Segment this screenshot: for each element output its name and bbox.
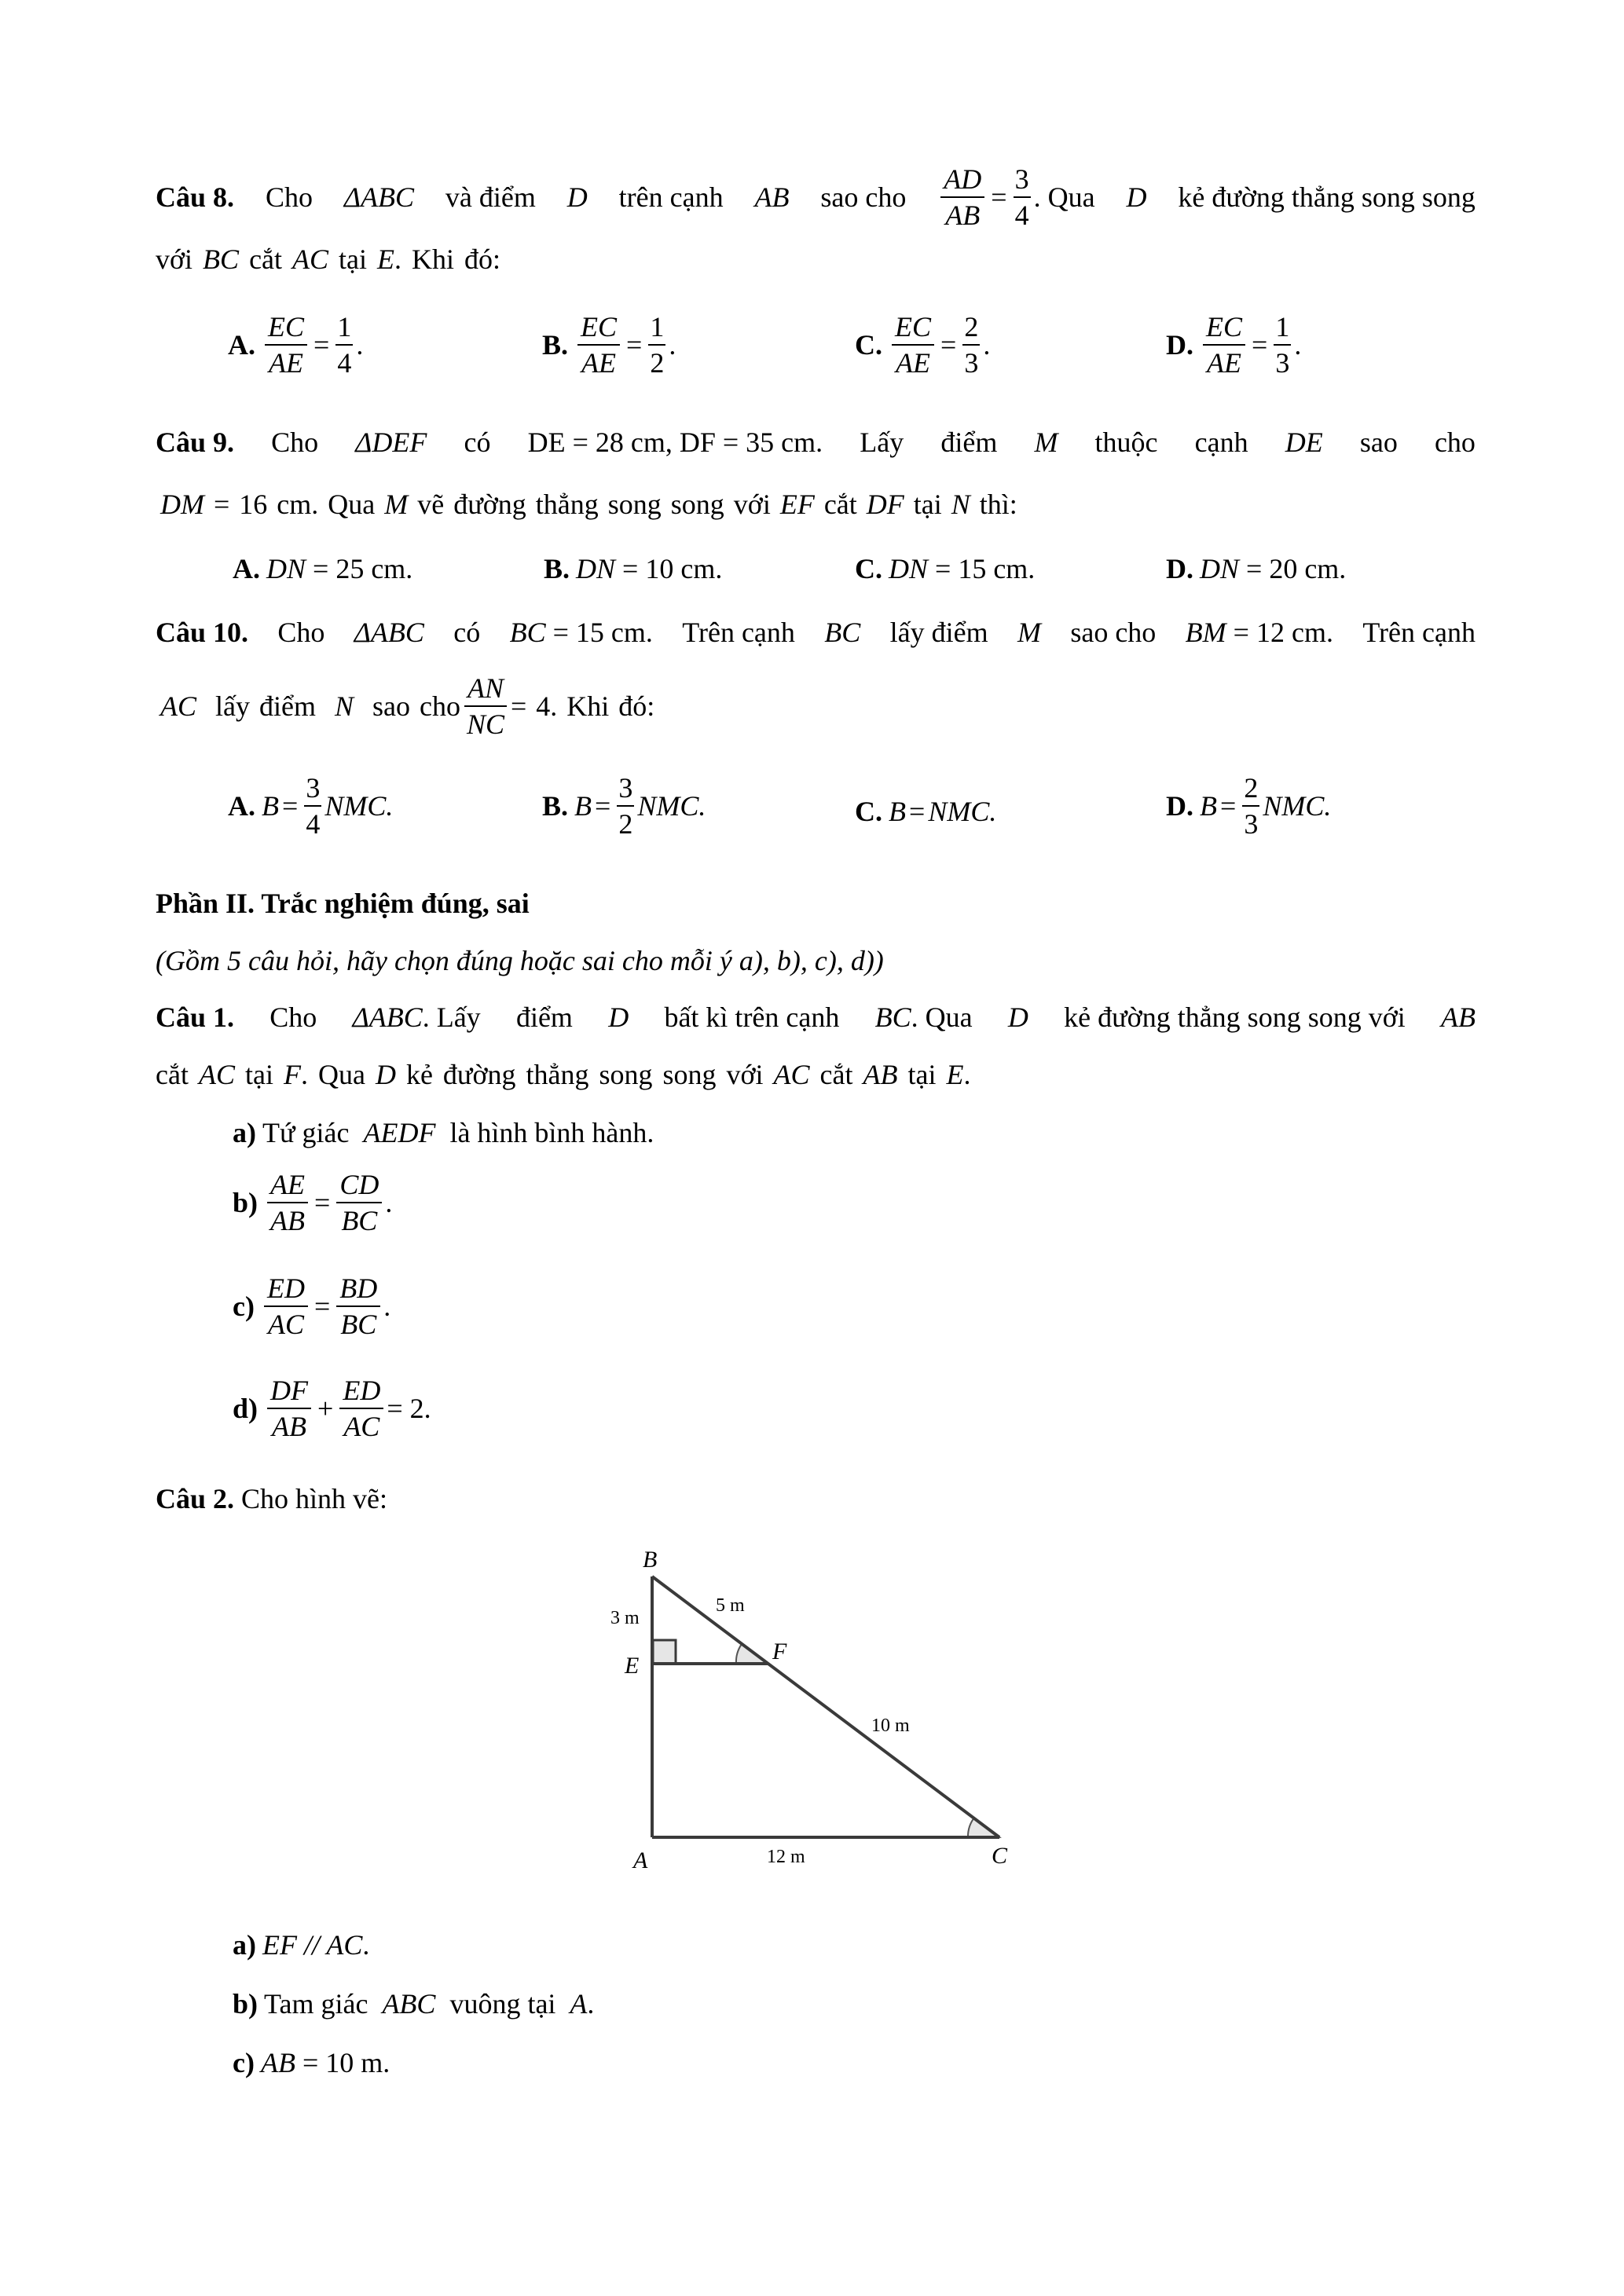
denominator: 3 <box>1244 808 1259 840</box>
length-label-bf: 5 m <box>716 1595 745 1616</box>
math-var: D <box>375 1059 396 1090</box>
math-var: AC <box>773 1059 810 1090</box>
numerator: AN <box>464 674 507 707</box>
math-var: B <box>1200 790 1217 822</box>
math-var: DM <box>160 489 204 520</box>
text: . <box>383 1291 391 1322</box>
text: bất kì trên cạnh <box>664 1002 840 1033</box>
text: = 12 cm. <box>1233 617 1333 648</box>
equals: = <box>909 796 926 827</box>
numerator: BD <box>336 1274 380 1307</box>
right-angle-marker <box>653 1640 676 1664</box>
p2q2-item-a[interactable] <box>233 1928 369 1961</box>
math-expression: EF // AC <box>262 1929 363 1961</box>
math-var: D <box>608 1002 629 1033</box>
numerator: 2 <box>962 313 980 346</box>
math-var: A <box>570 1988 588 2020</box>
text: cắt <box>249 244 283 275</box>
math-triangle: ΔABC <box>354 617 424 648</box>
text: tại <box>339 244 368 275</box>
math-expression: DE = 28 cm, DF = 35 cm. <box>527 427 823 458</box>
equals: = <box>313 329 330 361</box>
math-var: ABC <box>382 1988 436 2020</box>
text: . Qua <box>1033 181 1095 213</box>
point-label-c: C <box>992 1843 1008 1869</box>
numerator: EC <box>577 313 620 346</box>
text: tại <box>244 1059 273 1090</box>
math-triangle: ΔABC <box>343 181 414 213</box>
period: . <box>356 329 364 361</box>
math-var: BC <box>874 1002 911 1033</box>
numerator: ED <box>339 1376 383 1409</box>
text: Cho <box>271 427 319 458</box>
operator: = <box>313 1291 331 1322</box>
equals: = <box>940 329 957 361</box>
point-label-b: B <box>643 1547 658 1573</box>
text: có <box>453 617 481 648</box>
math-var: B <box>889 796 906 827</box>
numerator: 3 <box>304 774 321 807</box>
denominator: AB <box>945 200 981 231</box>
text: thì: <box>979 489 1017 520</box>
denominator: BC <box>341 1205 378 1236</box>
equals: = <box>282 790 299 822</box>
math-var: DF <box>866 489 904 520</box>
denominator: 4 <box>1014 200 1029 231</box>
numerator: EC <box>892 313 934 346</box>
item-label: a) <box>233 1929 256 1961</box>
text: có <box>464 427 491 458</box>
numerator: 1 <box>335 313 353 346</box>
text: và điểm <box>445 181 536 213</box>
denominator: AE <box>896 347 930 379</box>
text: kẻ đường thẳng song song <box>1178 181 1476 213</box>
text: cắt <box>156 1059 189 1090</box>
text: cắt <box>819 1059 853 1090</box>
math-var: AB <box>754 181 790 213</box>
numerator: 3 <box>1014 165 1031 198</box>
math-var: AB <box>863 1059 898 1090</box>
text: = 4. Khi đó: <box>511 690 655 722</box>
text: = 15 cm. <box>552 617 653 648</box>
numerator: EC <box>1203 313 1245 346</box>
math-var: DN <box>266 553 306 584</box>
denominator: NC <box>466 709 504 740</box>
numerator: 1 <box>1274 313 1291 346</box>
p2q1-label: Câu 1. <box>156 1002 235 1033</box>
item-label: b) <box>233 1187 258 1218</box>
text: cạnh <box>1194 427 1248 458</box>
math-var: AB <box>260 2047 295 2078</box>
math-var: AEDF <box>363 1117 436 1148</box>
math-var: M <box>1017 617 1041 648</box>
numerator: 1 <box>648 313 665 346</box>
equals: = <box>595 790 611 822</box>
text: . <box>587 1988 595 2020</box>
option-label: A. <box>233 553 260 584</box>
text: . <box>385 1187 393 1218</box>
q9-label: Câu 9. <box>156 427 235 458</box>
text: Cho <box>265 181 313 213</box>
math-var: F <box>283 1059 301 1090</box>
point-label-f: F <box>772 1639 787 1664</box>
text: tại <box>913 489 942 520</box>
numerator: EC <box>265 313 307 346</box>
option-value: = 20 cm. <box>1246 553 1347 584</box>
denominator: AB <box>272 1411 306 1442</box>
math-var: EF <box>779 489 815 520</box>
numerator: CD <box>336 1170 382 1203</box>
q10-label: Câu 10. <box>156 617 249 648</box>
denominator: 4 <box>306 808 321 840</box>
math-var: DE <box>1285 427 1323 458</box>
part2-instruction: (Gồm 5 câu hỏi, hãy chọn đúng hoặc sai cho mỗi ý a), b), c), d)) <box>156 945 884 976</box>
math-var: DN <box>576 553 616 584</box>
math-triangle: ΔABC <box>352 1002 423 1033</box>
text: vuông tại <box>449 1988 556 2020</box>
denominator: AE <box>269 347 303 379</box>
math-var: E <box>377 244 395 275</box>
text: tại <box>907 1059 937 1090</box>
equals: = <box>626 329 643 361</box>
denominator: BC <box>340 1309 377 1340</box>
math-var: N <box>951 489 970 520</box>
math-var: AC <box>160 690 197 722</box>
numerator: 3 <box>617 774 634 807</box>
denominator: AB <box>270 1205 305 1236</box>
text: = 10 m. <box>302 2047 390 2078</box>
numerator: AD <box>940 165 984 198</box>
math-triangle: ΔDEF <box>355 427 427 458</box>
text: với <box>156 244 193 275</box>
option-label: D. <box>1166 553 1193 584</box>
math-var: D <box>1126 181 1147 213</box>
p2q2-item-b[interactable] <box>233 1987 594 2020</box>
denominator: AE <box>581 347 617 379</box>
point-label-a: A <box>633 1847 648 1873</box>
text: kẻ đường thẳng song song với <box>405 1059 764 1090</box>
math-var: D <box>1007 1002 1028 1033</box>
text: . <box>963 1059 971 1090</box>
option-label: B. <box>542 790 569 822</box>
text: cho <box>1434 427 1476 458</box>
item-label: a) <box>233 1117 256 1148</box>
equals: = <box>1252 329 1268 361</box>
math-var: BC <box>509 617 546 648</box>
option-value: = 15 cm. <box>935 553 1036 584</box>
text: Cho <box>277 617 325 648</box>
item-label: d) <box>233 1393 258 1424</box>
p2q2-item-c[interactable] <box>233 2046 390 2079</box>
math-var: M <box>384 489 409 520</box>
text: vẽ đường thẳng song song với <box>417 489 771 520</box>
text: điểm <box>940 427 998 458</box>
math-var: B <box>574 790 592 822</box>
math-var: N <box>334 690 354 722</box>
math-var: NMC. <box>637 790 706 822</box>
option-label: A. <box>228 329 255 361</box>
numerator: DF <box>267 1376 311 1409</box>
denominator: 3 <box>964 347 979 379</box>
denominator: 2 <box>618 808 633 840</box>
text: Lấy <box>860 427 904 458</box>
numerator: AE <box>267 1170 308 1203</box>
side-bc <box>652 1576 999 1837</box>
text: Tam giác <box>264 1988 368 2020</box>
option-label: B. <box>542 329 569 361</box>
option-label: C. <box>855 796 882 827</box>
text: Trên cạnh <box>1362 617 1476 648</box>
text: sao cho <box>372 690 460 722</box>
text: = 16 cm. Qua <box>214 489 376 520</box>
item-label: b) <box>233 1988 258 2020</box>
math-var: E <box>946 1059 964 1090</box>
q8-label: Câu 8. <box>156 181 235 213</box>
option-label: C. <box>855 553 882 584</box>
text: lấy điểm <box>215 690 316 722</box>
denominator: 2 <box>650 347 665 379</box>
length-label-fc: 10 m <box>871 1716 910 1736</box>
option-label: D. <box>1166 329 1193 361</box>
item-label: c) <box>233 2047 255 2078</box>
option-label: C. <box>855 329 882 361</box>
text: Cho hình vẽ: <box>241 1483 388 1514</box>
period: . <box>1294 329 1302 361</box>
option-label: A. <box>228 790 255 822</box>
numerator: ED <box>264 1274 308 1307</box>
math-var: M <box>1034 427 1058 458</box>
p2q2-label: Câu 2. <box>156 1483 235 1514</box>
math-var: DN <box>889 553 929 584</box>
denominator: AE <box>1207 347 1241 379</box>
math-var: BC <box>824 617 861 648</box>
length-label-be: 3 m <box>610 1608 640 1628</box>
numerator: 2 <box>1242 774 1259 807</box>
text: là hình bình hành. <box>449 1117 654 1148</box>
math-var: B <box>262 790 279 822</box>
math-var: NMC. <box>324 790 394 822</box>
text: . Qua <box>911 1002 973 1033</box>
period: . <box>983 329 991 361</box>
period: . <box>669 329 676 361</box>
option-value: = 25 cm. <box>313 553 413 584</box>
operator: + <box>317 1393 334 1424</box>
text: lấy điểm <box>889 617 988 648</box>
text: điểm <box>515 1002 573 1033</box>
text: . Lấy <box>422 1002 481 1033</box>
item-label: c) <box>233 1291 255 1322</box>
text: . <box>362 1929 370 1961</box>
denominator: AC <box>267 1309 304 1340</box>
text: cắt <box>823 489 857 520</box>
part2-title: Phần II. Trắc nghiệm đúng, sai <box>156 888 530 919</box>
math-var: AB <box>1441 1002 1476 1033</box>
text: sao cho <box>820 181 907 213</box>
text: Tứ giác <box>262 1117 350 1148</box>
math-var: AC <box>292 244 329 275</box>
text: . Qua <box>300 1059 365 1090</box>
math-var: NMC. <box>928 796 997 827</box>
length-label-ac: 12 m <box>767 1847 805 1867</box>
point-label-e: E <box>625 1653 640 1679</box>
text: kẻ đường thẳng song song với <box>1064 1002 1406 1033</box>
text: trên cạnh <box>618 181 724 213</box>
denominator: AC <box>343 1411 380 1442</box>
denominator: 4 <box>337 347 352 379</box>
math-var: BM <box>1185 617 1226 648</box>
text: Cho <box>269 1002 317 1033</box>
math-var: DN <box>1200 553 1240 584</box>
option-value: = 10 cm. <box>622 553 723 584</box>
text: = 2. <box>387 1393 431 1424</box>
equals: = <box>991 181 1007 213</box>
text: . Khi đó: <box>394 244 501 275</box>
text: thuộc <box>1094 427 1158 458</box>
math-var: AC <box>198 1059 235 1090</box>
text: sao <box>1359 427 1398 458</box>
option-label: B. <box>544 553 570 584</box>
math-var: NMC. <box>1263 790 1332 822</box>
equals: = <box>1220 790 1237 822</box>
math-var: D <box>566 181 588 213</box>
denominator: 3 <box>1275 347 1290 379</box>
text: sao cho <box>1070 617 1157 648</box>
text: Trên cạnh <box>682 617 795 648</box>
operator: = <box>314 1187 331 1218</box>
math-var: BC <box>203 244 240 275</box>
option-label: D. <box>1166 790 1193 822</box>
